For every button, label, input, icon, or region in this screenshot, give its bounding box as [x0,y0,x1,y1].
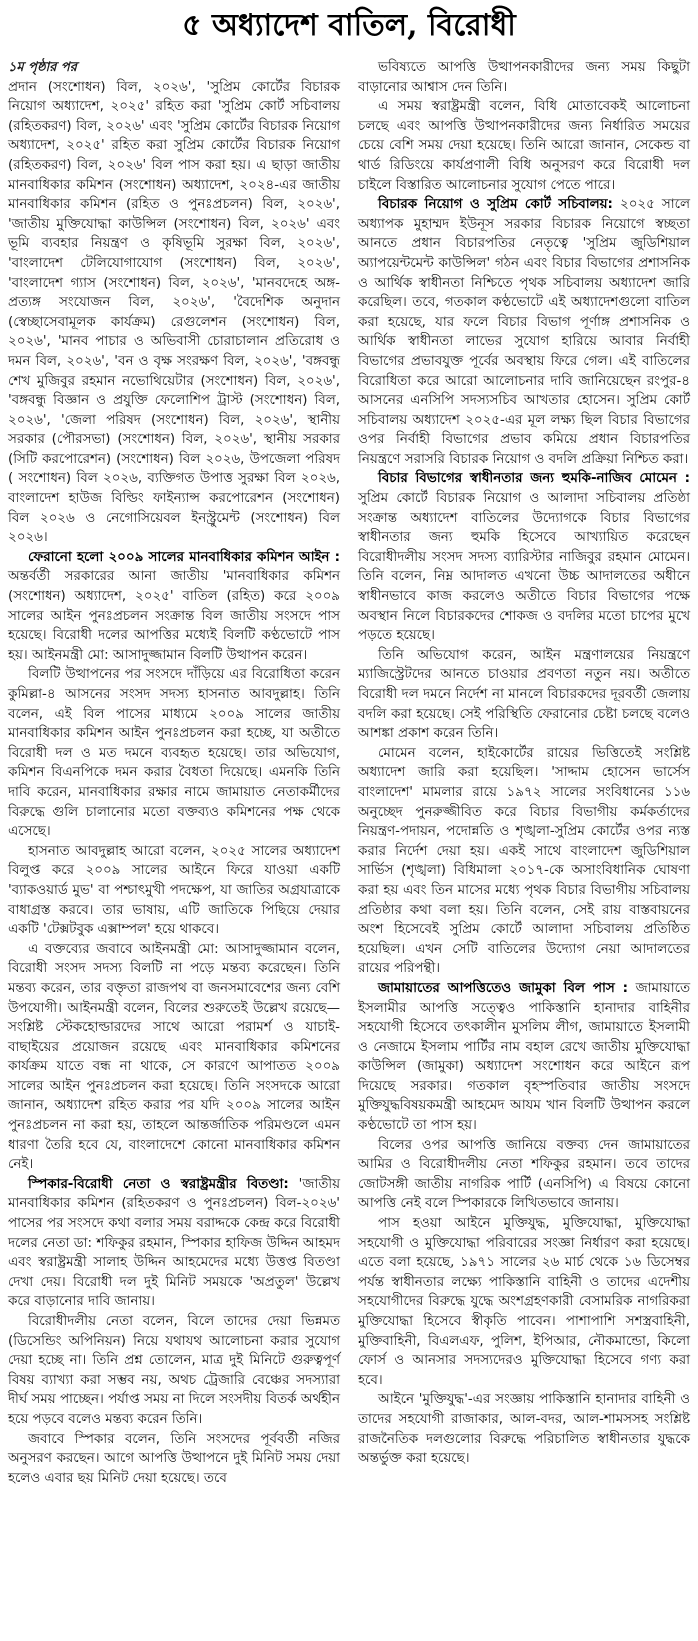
paragraph-text: জবাবে স্পিকার বলেন, তিনি সংসদের পূর্ববর্তী নজির অনুসরণ করছেন। আগে আপত্তি উত্থাপনে দুই মিনিট সময় দেয়া হলেও এবার ছয় মিনিট দেয়া হয়েছে। তবে [8,1431,340,1486]
article-paragraph [358,469,690,645]
subheading: বিচার বিভাগের স্বাধীনতার জন্য হুমকি-নাজিব মোমেন : [378,471,690,487]
article-columns [0,58,698,1488]
subheading: বিচারক নিয়োগ ও সুপ্রিম কোর্ট সচিবালয়: [378,197,613,213]
paragraph-text: হাসনাত আবদুল্লাহ আরো বলেন, ২০২৫ সালের অধ্যাদেশ বিলুপ্ত করে ২০০৯ সালের আইনে ফিরে যাওয়া একটি 'ব্যাকওয়ার্ড মুভ' বা পশ্চাৎমুখী পদক্ষেপ, যা জাতির অগ্রযাত্রাকে বাধাগ্রস্ত করবে। তার ভাষায়, এটি জাতিকে পিছিয়ে দেয়ার একটি 'টেক্সটবুক এক্সাম্পল' হয়ে থাকবে। [8,843,340,938]
article-paragraph [358,744,690,979]
article-paragraph [358,1390,690,1468]
paragraph-text: মোমেন বলেন, হাইকোর্টের রায়ের ভিত্তিতেই সংশ্লিষ্ট অধ্যাদেশ জারি করা হয়েছিল। 'সাদ্দাম হোসেন ভার্সেস বাংলাদেশ' মামলার রায়ে ১৯৭২ সালের সংবিধানের ১১৬ অনুচ্ছেদ পুনরুজ্জীবিত করে বিচার বিভাগীয় কর্মকর্তাদের নিয়ন্ত্রণ-পদায়ন, পদোন্নতি ও শৃঙ্খলা-সুপ্রিম কোর্টের ওপর ন্যস্ত করার নির্দেশ দেয়া হয়। একই সাথে বাংলাদেশ জুডিশিয়াল সার্ভিস (শৃঙ্খলা) বিধিমালা ২০১৭-কে অসাংবিধানিক ঘোষণা করা হয় এবং তিন মাসের মধ্যে পৃথক বিচার বিভাগীয় সচিবালয় প্রতিষ্ঠার কথা বলা হয়। তিনি বলেন, সেই রায় বাস্তবায়নের অংশ হিসেবেই সুপ্রিম কোর্টে আলাদা সচিবালয় প্রতিষ্ঠিত হয়েছিল। এখন সেটি বাতিলের উদ্যোগ নেয়া আদালতের রায়ের পরিপন্থী। [358,745,690,977]
article-paragraph [8,1430,340,1489]
subheading: ফেরানো হলো ২০০৯ সালের মানবাধিকার কমিশন আইন : [28,549,340,565]
paragraph-text: প্রদান (সংশোধন) বিল, ২০২৬', 'সুপ্রিম কোর্টের বিচারক নিয়োগ অধ্যাদেশ, ২০২৫' রহিত করা 'সুপ্রিম কোর্ট সচিবালয় (রহিতকরণ) বিল, ২০২৬' এবং 'সুপ্রিম কোর্টের বিচারক নিয়োগ অধ্যাদেশ, ২০২৫' রহিত করা সুপ্রিম কোর্টের বিচারক নিয়োগ (রহিতকরণ) বিল, ২০২৬' বিল পাস করা হয়। এ ছাড়া জাতীয় মানবাধিকার কমিশন (সংশোধন) অধ্যাদেশ, ২০২৪-এর জাতীয় মানবাধিকার কমিশন (রহিত ও পুনঃপ্রচলন) বিল, ২০২৬', 'জাতীয় মুক্তিযোদ্ধা কাউন্সিল (সংশোধন) বিল, ২০২৬' এবং ভূমি ব্যবহার নিয়ন্ত্রণ ও কৃষিভূমি সুরক্ষা বিল, ২০২৬', 'বাংলাদেশ টেলিযোগাযোগ (সংশোধন) বিল, ২০২৬', 'বাংলাদেশ গ্যাস (সংশোধন) বিল, ২০২৬', 'মানবদেহে অঙ্গ-প্রত্যঙ্গ সংযোজন বিল, ২০২৬', 'বৈদেশিক অনুদান (স্বেচ্ছাসেবামূলক কার্যক্রম) রেগুলেশন (সংশোধন) বিল, ২০২৬', 'মানব পাচার ও অভিবাসী চোরাচালান প্রতিরোধ ও দমন বিল, ২০২৬', 'বন ও বৃক্ষ সংরক্ষণ বিল, ২০২৬', 'বঙ্গবন্ধু শেখ মুজিবুর রহমান নভোথিয়েটার (সংশোধন) বিল, ২০২৬', 'বঙ্গবন্ধু বিজ্ঞান ও প্রযুক্তি ফেলোশিপ ট্রাস্ট (সংশোধন) বিল, ২০২৬', 'জেলা পরিষদ (সংশোধন) বিল, ২০২৬', স্থানীয় সরকার (পৌরসভা) (সংশোধন) বিল, ২০২৬', স্থানীয় সরকার (সিটি করপোরেশন) (সংশোধন) বিল ২০২৬, উপজেলা পরিষদ ( সংশোধন) বিল ২০২৬, ব্যক্তিগত উপাত্ত সুরক্ষা বিল ২০২৬, বাংলাদেশ হাউজ বিল্ডিং ফাইন্যান্স করপোরেশন (সংশোধন) বিল ২০২৬ ও নেগোসিয়েবল ইনস্ট্রুমেন্ট (সংশোধন) বিল ২০২৬। [8,79,340,546]
subheading: জামায়াতের আপত্তিতেও জামুকা বিল পাস : [378,980,629,996]
article [0,4,698,1488]
right-column [358,58,690,1488]
article-paragraph [8,1175,340,1312]
article-paragraph [8,548,340,666]
paragraph-text: এ বক্তব্যের জবাবে আইনমন্ত্রী মো: আসাদুজ্জামান বলেন, বিরোধী সংসদ সদস্য বিলটি না পড়ে মন্তব্য করেছেন। তিনি মন্তব্য করেন, তার বক্তৃতা রাজপথ বা জনসমাবেশের জন্য বেশি উপযোগী। আইনমন্ত্রী বলেন, বিলের শুরুতেই উল্লেখ রয়েছে—সংশ্লিষ্ট স্টেকহোল্ডারদের সাথে আরো পরামর্শ ও যাচাই-বাছাইয়ের প্রয়োজন রয়েছে এবং মানবাধিকার কমিশনের কার্যক্রম যাতে বন্ধ না থাকে, সে কারণে আপাতত ২০০৯ সালের আইন পুনঃপ্রচলন করা হয়েছে। তিনি সংসদকে আরো জানান, অধ্যাদেশ রহিত করার পর যদি ২০০৯ সালের আইন পুনঃপ্রচলন না করা হয়, তাহলে আন্তর্জাতিক পরিমণ্ডলে এমন ধারণা তৈরি হবে যে, বাংলাদেশে কোনো মানবাধিকার কমিশন নেই। [8,941,340,1173]
article-paragraph [358,979,690,1136]
continuation-label: ১ম পৃষ্ঠার পর [8,60,77,75]
article-paragraph [358,1214,690,1390]
paragraph-text: বিলের ওপর আপত্তি জানিয়ে বক্তব্য দেন জামায়াতের আমির ও বিরোধীদলীয় নেতা শফিকুর রহমান। তবে তাদের জোটসঙ্গী জাতীয় নাগরিক পার্টি (এনসিপি) এ বিষয়ে কোনো আপত্তি নেই বলে স্পিকারকে লিখিতভাবে জানায়। [358,1137,690,1212]
paragraph-text: বিলটি উত্থাপনের পর সংসদে দাঁড়িয়ে এর বিরোধিতা করেন কুমিল্লা-৪ আসনের সংসদ সদস্য হাসনাত আবদুল্লাহ। তিনি বলেন, এই বিল পাসের মাধ্যমে ২০০৯ সালের জাতীয় মানবাধিকার কমিশন আইন পুনঃপ্রচলন করা হচ্ছে, যা অতীতে বিরোধী দল ও মত দমনে ব্যবহৃত হয়েছে। তার অভিযোগ, কমিশন বিএনপিকে দমন করার বৈধতা দিয়েছে। এমনকি তিনি দাবি করেন, মানবাধিকার রক্ষার নামে জামায়াত নেতাকর্মীদের বিরুদ্ধে গুলি চালানোর মতো বক্তব্যও কমিশনের পক্ষ থেকে এসেছে। [8,667,340,840]
subheading: স্পিকার-বিরোধী নেতা ও স্বরাষ্ট্রমন্ত্রীর বিতণ্ডা: [28,1176,289,1192]
article-paragraph [8,940,340,1175]
paragraph-text: তিনি অভিযোগ করেন, আইন মন্ত্রণালয়ের নিয়ন্ত্রণে ম্যাজিস্ট্রেটদের আনতে চাওয়ার প্রবণতা নতুন নয়। অতীতে বিরোধী দল দমনে নির্দেশ না মানলে বিচারকদের দূরবর্তী জেলায় বদলি করা হয়েছে। সেই পরিস্থিতি ফেরানোর চেষ্টা চলছে বলেও আশঙ্কা প্রকাশ করেন তিনি। [358,647,690,742]
paragraph-text: পাস হওয়া আইনে মুক্তিযুদ্ধ, মুক্তিযোদ্ধা, মুক্তিযোদ্ধা সহযোগী ও মুক্তিযোদ্ধা পরিবারের সংজ্ঞা নির্ধারণ করা হয়েছে। এতে বলা হয়েছে, ১৯৭১ সালের ২৬ মার্চ থেকে ১৬ ডিসেম্বর পর্যন্ত স্বাধীনতার লক্ষ্যে পাকিস্তানি বাহিনী ও তাদের এদেশীয় সহযোগীদের বিরুদ্ধে যুদ্ধে অংশগ্রহণকারী বেসামরিক নাগরিকরা মুক্তিযোদ্ধা হিসেবে স্বীকৃতি পাবেন। পাশাপাশি সশস্ত্রবাহিনী, মুক্তিবাহিনী, বিএলএফ, পুলিশ, ইপিআর, নৌকমান্ডো, কিলো ফোর্স ও আনসার সদস্যদেরও মুক্তিযোদ্ধা হিসেবে গণ্য করা হবে। [358,1216,690,1388]
article-paragraph [8,1312,340,1430]
paragraph-text: 'জাতীয় মানবাধিকার কমিশন (রহিতকরণ ও পুনঃপ্রচলন) বিল-২০২৬' পাসের পর সংসদে কথা বলার সময় বরাদ্দকে কেন্দ্র করে বিরোধী দলের নেতা ডা: শফিকুর রহমান, স্পিকার হাফিজ উদ্দিন আহমদ এবং স্বরাষ্ট্রমন্ত্রী সালাহ উদ্দিন আহমেদের মধ্যে উত্তপ্ত বিতণ্ডা দেখা দেয়। বিরোধী দল দুই মিনিট সময়কে 'অপ্রতুল' উল্লেখ করে বাড়ানোর দাবি জানায়। [8,1176,340,1310]
article-paragraph [358,97,690,195]
article-paragraph [358,1136,690,1214]
headline: ৫ অধ্যাদেশ বাতিল, বিরোধী [182,8,516,43]
paragraph-text: সুপ্রিম কোর্টে বিচারক নিয়োগ ও আলাদা সচিবালয় প্রতিষ্ঠা সংক্রান্ত অধ্যাদেশ বাতিলের উদ্যোগকে বিচার বিভাগের স্বাধীনতার জন্য হুমকি হিসেবে আখ্যায়িত করেছেন বিরোধীদলীয় সংসদ সদস্য ব্যারিস্টার নাজিবুর রহমান মোমেন। তিনি বলেন, নিম্ন আদালত এখনো উচ্চ আদালতের অধীনে স্বাধীনভাবে কাজ করলেও অতীতে বিচার বিভাগের পক্ষে অবস্থান নিলে বিচারকদের শোকজ ও বদলির মতো চাপের মুখে পড়তে হয়েছে। [358,491,690,644]
paragraph-text: জামায়াতে ইসলামীর আপত্তি সত্ত্বেও পাকিস্তানি হানাদার বাহিনীর সহযোগী হিসেবে তৎকালীন মুসলিম লীগ, জামায়াতে ইসলামী ও নেজামে ইসলাম পার্টির নাম বহাল রেখে জাতীয় মুক্তিযোদ্ধা কাউন্সিল (জামুকা) অধ্যাদেশ সংশোধন করে আইনে রূপ দিয়েছে সরকার। গতকাল বৃহস্পতিবার জাতীয় সংসদে মুক্তিযুদ্ধবিষয়কমন্ত্রী আহমেদ আযম খান বিলটি উত্থাপন করলে কণ্ঠভোটে তা পাস হয়। [358,980,691,1134]
article-paragraph [8,78,340,548]
paragraph-text: ২০২৫ সালে অধ্যাপক মুহাম্মদ ইউনূস সরকার বিচারক নিয়োগে স্বচ্ছতা আনতে প্রধান বিচারপতির নেতৃত্বে 'সুপ্রিম জুডিশিয়াল অ্যাপয়েন্টমেন্ট কাউন্সিল' গঠন এবং বিচার বিভাগের প্রশাসনিক ও আর্থিক স্বাধীনতা নিশ্চিতে পৃথক সচিবালয় অধ্যাদেশ জারি করেছিল। তবে, গতকাল কণ্ঠভোটে এই অধ্যাদেশগুলো বাতিল করা হয়েছে, যার ফলে বিচার বিভাগ পূর্ণাঙ্গ প্রশাসনিক ও আর্থিক স্বাধীনতা লাভের সুযোগ হারিয়ে আবার নির্বাহী বিভাগের প্রভাবযুক্ত পূর্বের অবস্থায় ফিরে গেল। এই বাতিলের বিরোধিতা করে আরো আলোচনার দাবি জানিয়েছেন রংপুর-৪ আসনের এনসিপি সদস্যসচিব আখতার হোসেন। সুপ্রিম কোর্ট সচিবালয় অধ্যাদেশ ২০২৫-এর মূল লক্ষ্য ছিল বিচার বিভাগের ওপর নির্বাহী বিভাগের প্রভাব কমিয়ে প্রধান বিচারপতির নিয়ন্ত্রণে সরাসরি বিচারক নিয়োগ ও বদলি প্রক্রিয়া নিশ্চিত করা। [358,197,690,467]
article-paragraph [8,842,340,940]
paragraph-text: অন্তর্বর্তী সরকারের আনা জাতীয় 'মানবাধিকার কমিশন (সংশোধন) অধ্যাদেশ, ২০২৫' বাতিল (রহিত) করে ২০০৯ সালের আইন পুনঃপ্রচলন সংক্রান্ত বিল জাতীয় সংসদে পাস হয়েছে। বিরোধী দলের আপত্তির মধ্যেই বিলটি কণ্ঠভোটে পাস হয়। আইনমন্ত্রী মো: আসাদুজ্জামান বিলটি উত্থাপন করেন। [8,569,340,663]
left-column [8,58,340,1488]
article-paragraph [358,58,690,97]
paragraph-text: ভবিষ্যতে আপত্তি উত্থাপনকারীদের জন্য সময় কিছুটা বাড়ানোর আশ্বাস দেন তিনি। [358,60,690,95]
article-paragraph [358,195,690,469]
paragraph-text: বিরোধীদলীয় নেতা বলেন, বিলে তাদের দেয়া ভিন্নমত (ডিসেন্ডিং অপিনিয়ন) নিয়ে যথাযথ আলোচনা করার সুযোগ দেয়া হচ্ছে না। তিনি প্রশ্ন তোলেন, মাত্র দুই মিনিটে গুরুত্বপূর্ণ বিষয় ব্যাখ্যা করা সম্ভব নয়, অথচ ট্রেজারি বেঞ্চের সদস্যারা দীর্ঘ সময় পাচ্ছেন। পর্যাপ্ত সময় না দিলে সংসদীয় বিতর্ক অর্থহীন হয়ে পড়বে বলেও মন্তব্য করেন তিনি। [8,1314,340,1427]
paragraph-text: এ সময় স্বরাষ্ট্রমন্ত্রী বলেন, বিধি মোতাবেকই আলোচনা চলছে এবং আপত্তি উত্থাপনকারীদের জন্য নির্ধারিত সময়ের চেয়ে বেশি সময় দেয়া হয়েছে। তিনি আরো জানান, সেকেন্ড বা থার্ড রিডিংয়ে কার্যপ্রণালী বিধি অনুসরণ করে বিরোধী দল চাইলে বিস্তারিত আলোচনার সুযোগ পেতে পারে। [358,99,690,193]
article-paragraph [358,646,690,744]
article-paragraph [8,665,340,841]
paragraph-text: আইনে 'মুক্তিযুদ্ধ'-এর সংজ্ঞায় পাকিস্তানি হানাদার বাহিনী ও তাদের সহযোগী রাজাকার, আল-বদর, আল-শামসসহ সংশ্লিষ্ট রাজনৈতিক দলগুলোর বিরুদ্ধে পরিচালিত স্বাধীনতার যুদ্ধকে অন্তর্ভুক্ত করা হয়েছে। [358,1392,690,1467]
